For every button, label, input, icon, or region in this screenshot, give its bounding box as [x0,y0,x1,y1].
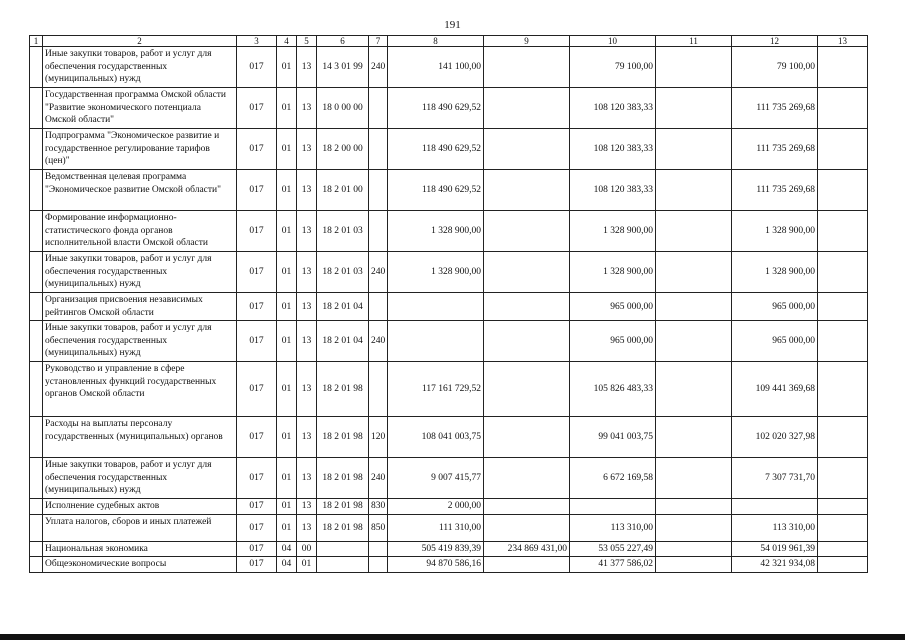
ministry-code-cell: 017 [237,557,277,573]
amount-cell [656,557,732,573]
row-number-cell [30,499,43,515]
amount-cell [656,293,732,321]
row-number-cell [30,129,43,170]
amount-cell [656,458,732,499]
ministry-code-cell: 017 [237,321,277,362]
amount-cell [818,417,868,458]
expense-type-cell: 120 [369,417,388,458]
table-row [30,170,868,211]
item-name-cell: Формирование информационно-статистического фонда органов исполнительной власти Омской области [43,211,237,252]
column-header: 9 [484,36,570,47]
amount-cell [656,321,732,362]
table-row [30,321,868,362]
section-code-cell: 01 [277,129,297,170]
ministry-code-cell: 017 [237,211,277,252]
subsection-code-cell: 00 [297,541,317,557]
item-name-cell: Руководство и управление в сфере установленных функций государственных органов Омской области [43,362,237,417]
expense-type-cell [369,293,388,321]
amount-cell: 117 161 729,52 [388,362,484,417]
amount-cell: 6 672 169,58 [570,458,656,499]
amount-cell: 42 321 934,08 [732,557,818,573]
amount-cell: 105 826 483,33 [570,362,656,417]
target-article-cell: 18 2 01 00 [317,170,369,211]
item-name-cell: Государственная программа Омской области "Развитие экономического потенциала Омской области" [43,88,237,129]
amount-cell: 111 310,00 [388,514,484,541]
amount-cell [388,321,484,362]
subsection-code-cell: 13 [297,252,317,293]
amount-cell [656,362,732,417]
item-name-cell: Исполнение судебных актов [43,499,237,515]
column-header: 4 [277,36,297,47]
ministry-code-cell: 017 [237,514,277,541]
target-article-cell: 18 2 01 98 [317,362,369,417]
section-code-cell: 01 [277,252,297,293]
page-frame-bottom [0,634,905,640]
amount-cell [818,88,868,129]
amount-cell [484,458,570,499]
amount-cell: 118 490 629,52 [388,88,484,129]
amount-cell [818,211,868,252]
target-article-cell: 18 2 01 98 [317,514,369,541]
amount-cell [818,252,868,293]
amount-cell [656,129,732,170]
amount-cell [656,514,732,541]
ministry-code-cell: 017 [237,129,277,170]
amount-cell [484,514,570,541]
amount-cell: 965 000,00 [732,321,818,362]
amount-cell [656,211,732,252]
table-row [30,88,868,129]
column-header: 11 [656,36,732,47]
row-number-cell [30,170,43,211]
row-number-cell [30,321,43,362]
section-code-cell: 01 [277,321,297,362]
ministry-code-cell: 017 [237,252,277,293]
amount-cell [818,170,868,211]
target-article-cell: 18 2 01 04 [317,293,369,321]
table-row [30,514,868,541]
subsection-code-cell: 01 [297,557,317,573]
page-number: 191 [444,19,461,31]
amount-cell [818,293,868,321]
table-row [30,417,868,458]
amount-cell: 7 307 731,70 [732,458,818,499]
row-number-cell [30,47,43,88]
row-number-cell [30,252,43,293]
expense-type-cell [369,211,388,252]
amount-cell [818,321,868,362]
amount-cell [818,557,868,573]
expense-type-cell [369,88,388,129]
amount-cell: 965 000,00 [570,293,656,321]
target-article-cell: 18 2 01 98 [317,499,369,515]
section-code-cell: 01 [277,293,297,321]
ministry-code-cell: 017 [237,417,277,458]
item-name-cell: Ведомственная целевая программа "Экономическое развитие Омской области" [43,170,237,211]
subsection-code-cell: 13 [297,458,317,499]
target-article-cell: 18 2 00 00 [317,129,369,170]
section-code-cell: 01 [277,362,297,417]
amount-cell: 108 120 383,33 [570,170,656,211]
target-article-cell: 18 2 01 98 [317,417,369,458]
section-code-cell: 01 [277,499,297,515]
expense-type-cell [369,557,388,573]
amount-cell [570,499,656,515]
amount-cell [818,541,868,557]
amount-cell: 234 869 431,00 [484,541,570,557]
amount-cell [818,362,868,417]
column-header: 5 [297,36,317,47]
target-article-cell [317,541,369,557]
expense-type-cell: 830 [369,499,388,515]
amount-cell: 102 020 327,98 [732,417,818,458]
amount-cell: 79 100,00 [732,47,818,88]
column-header: 7 [369,36,388,47]
amount-cell: 109 441 369,68 [732,362,818,417]
table-row [30,557,868,573]
target-article-cell: 18 2 01 03 [317,252,369,293]
table-row [30,129,868,170]
amount-cell: 113 310,00 [570,514,656,541]
section-code-cell: 01 [277,88,297,129]
amount-cell [656,541,732,557]
column-header: 3 [237,36,277,47]
amount-cell [484,129,570,170]
section-code-cell: 01 [277,458,297,499]
section-code-cell: 01 [277,170,297,211]
table-row [30,252,868,293]
amount-cell [484,362,570,417]
column-header: 1 [30,36,43,47]
amount-cell: 111 735 269,68 [732,88,818,129]
amount-cell [484,417,570,458]
row-number-cell [30,514,43,541]
amount-cell [818,458,868,499]
amount-cell [484,211,570,252]
expense-type-cell: 240 [369,252,388,293]
target-article-cell: 18 2 01 98 [317,458,369,499]
amount-cell: 965 000,00 [732,293,818,321]
amount-cell: 965 000,00 [570,321,656,362]
amount-cell [484,170,570,211]
table-row [30,541,868,557]
amount-cell [818,499,868,515]
amount-cell [484,293,570,321]
amount-cell [818,129,868,170]
subsection-code-cell: 13 [297,417,317,458]
amount-cell: 113 310,00 [732,514,818,541]
section-code-cell: 04 [277,557,297,573]
table-row [30,293,868,321]
subsection-code-cell: 13 [297,211,317,252]
section-code-cell: 01 [277,514,297,541]
subsection-code-cell: 13 [297,499,317,515]
amount-cell: 9 007 415,77 [388,458,484,499]
row-number-cell [30,541,43,557]
subsection-code-cell: 13 [297,47,317,88]
target-article-cell: 18 2 01 03 [317,211,369,252]
amount-cell [484,47,570,88]
amount-cell [656,499,732,515]
column-header: 6 [317,36,369,47]
amount-cell [656,47,732,88]
amount-cell [484,499,570,515]
item-name-cell: Иные закупки товаров, работ и услуг для обеспечения государственных (муниципальных) нужд [43,47,237,88]
amount-cell: 118 490 629,52 [388,129,484,170]
item-name-cell: Расходы на выплаты персоналу государственных (муниципальных) органов [43,417,237,458]
section-code-cell: 04 [277,541,297,557]
item-name-cell: Национальная экономика [43,541,237,557]
expense-type-cell: 240 [369,458,388,499]
expense-type-cell: 850 [369,514,388,541]
amount-cell: 108 120 383,33 [570,88,656,129]
subsection-code-cell: 13 [297,321,317,362]
amount-cell: 99 041 003,75 [570,417,656,458]
amount-cell [484,321,570,362]
section-code-cell: 01 [277,417,297,458]
item-name-cell: Уплата налогов, сборов и иных платежей [43,514,237,541]
amount-cell [656,252,732,293]
item-name-cell: Общеэкономические вопросы [43,557,237,573]
expense-type-cell [369,170,388,211]
subsection-code-cell: 13 [297,293,317,321]
subsection-code-cell: 13 [297,362,317,417]
amount-cell: 1 328 900,00 [388,211,484,252]
amount-cell: 108 041 003,75 [388,417,484,458]
row-number-cell [30,88,43,129]
amount-cell: 79 100,00 [570,47,656,88]
row-number-cell [30,417,43,458]
subsection-code-cell: 13 [297,88,317,129]
amount-cell: 53 055 227,49 [570,541,656,557]
ministry-code-cell: 017 [237,88,277,129]
ministry-code-cell: 017 [237,47,277,88]
expense-type-cell: 240 [369,47,388,88]
amount-cell: 111 735 269,68 [732,129,818,170]
item-name-cell: Организация присвоения независимых рейтингов Омской области [43,293,237,321]
ministry-code-cell: 017 [237,293,277,321]
table-row [30,211,868,252]
column-header: 8 [388,36,484,47]
item-name-cell: Иные закупки товаров, работ и услуг для обеспечения государственных (муниципальных) нужд [43,252,237,293]
amount-cell [484,252,570,293]
expense-type-cell [369,362,388,417]
row-number-cell [30,293,43,321]
amount-cell [656,170,732,211]
amount-cell: 505 419 839,39 [388,541,484,557]
column-header: 12 [732,36,818,47]
item-name-cell: Подпрограмма "Экономическое развитие и государственное регулирование тарифов (цен)" [43,129,237,170]
amount-cell [484,88,570,129]
amount-cell: 1 328 900,00 [732,211,818,252]
row-number-cell [30,557,43,573]
amount-cell: 1 328 900,00 [570,252,656,293]
table-row [30,47,868,88]
section-code-cell: 01 [277,47,297,88]
amount-cell: 54 019 961,39 [732,541,818,557]
amount-cell: 108 120 383,33 [570,129,656,170]
ministry-code-cell: 017 [237,362,277,417]
amount-cell [818,47,868,88]
amount-cell [818,514,868,541]
row-number-cell [30,362,43,417]
amount-cell: 1 328 900,00 [732,252,818,293]
subsection-code-cell: 13 [297,514,317,541]
ministry-code-cell: 017 [237,458,277,499]
table-header-row [30,36,868,47]
expense-type-cell: 240 [369,321,388,362]
section-code-cell: 01 [277,211,297,252]
amount-cell [484,557,570,573]
subsection-code-cell: 13 [297,170,317,211]
amount-cell [388,293,484,321]
amount-cell [732,499,818,515]
amount-cell: 141 100,00 [388,47,484,88]
column-header: 13 [818,36,868,47]
table-row [30,499,868,515]
target-article-cell: 18 0 00 00 [317,88,369,129]
budget-table [29,35,868,573]
target-article-cell: 14 3 01 99 [317,47,369,88]
target-article-cell: 18 2 01 04 [317,321,369,362]
amount-cell: 41 377 586,02 [570,557,656,573]
table-row [30,458,868,499]
item-name-cell: Иные закупки товаров, работ и услуг для обеспечения государственных (муниципальных) нужд [43,321,237,362]
ministry-code-cell: 017 [237,541,277,557]
expense-type-cell [369,129,388,170]
amount-cell [656,417,732,458]
row-number-cell [30,458,43,499]
amount-cell: 118 490 629,52 [388,170,484,211]
row-number-cell [30,211,43,252]
amount-cell: 111 735 269,68 [732,170,818,211]
column-header: 2 [43,36,237,47]
subsection-code-cell: 13 [297,129,317,170]
column-header: 10 [570,36,656,47]
ministry-code-cell: 017 [237,499,277,515]
expense-type-cell [369,541,388,557]
table-row [30,362,868,417]
ministry-code-cell: 017 [237,170,277,211]
amount-cell [656,88,732,129]
target-article-cell [317,557,369,573]
item-name-cell: Иные закупки товаров, работ и услуг для обеспечения государственных (муниципальных) нужд [43,458,237,499]
amount-cell: 2 000,00 [388,499,484,515]
amount-cell: 1 328 900,00 [388,252,484,293]
amount-cell: 1 328 900,00 [570,211,656,252]
amount-cell: 94 870 586,16 [388,557,484,573]
